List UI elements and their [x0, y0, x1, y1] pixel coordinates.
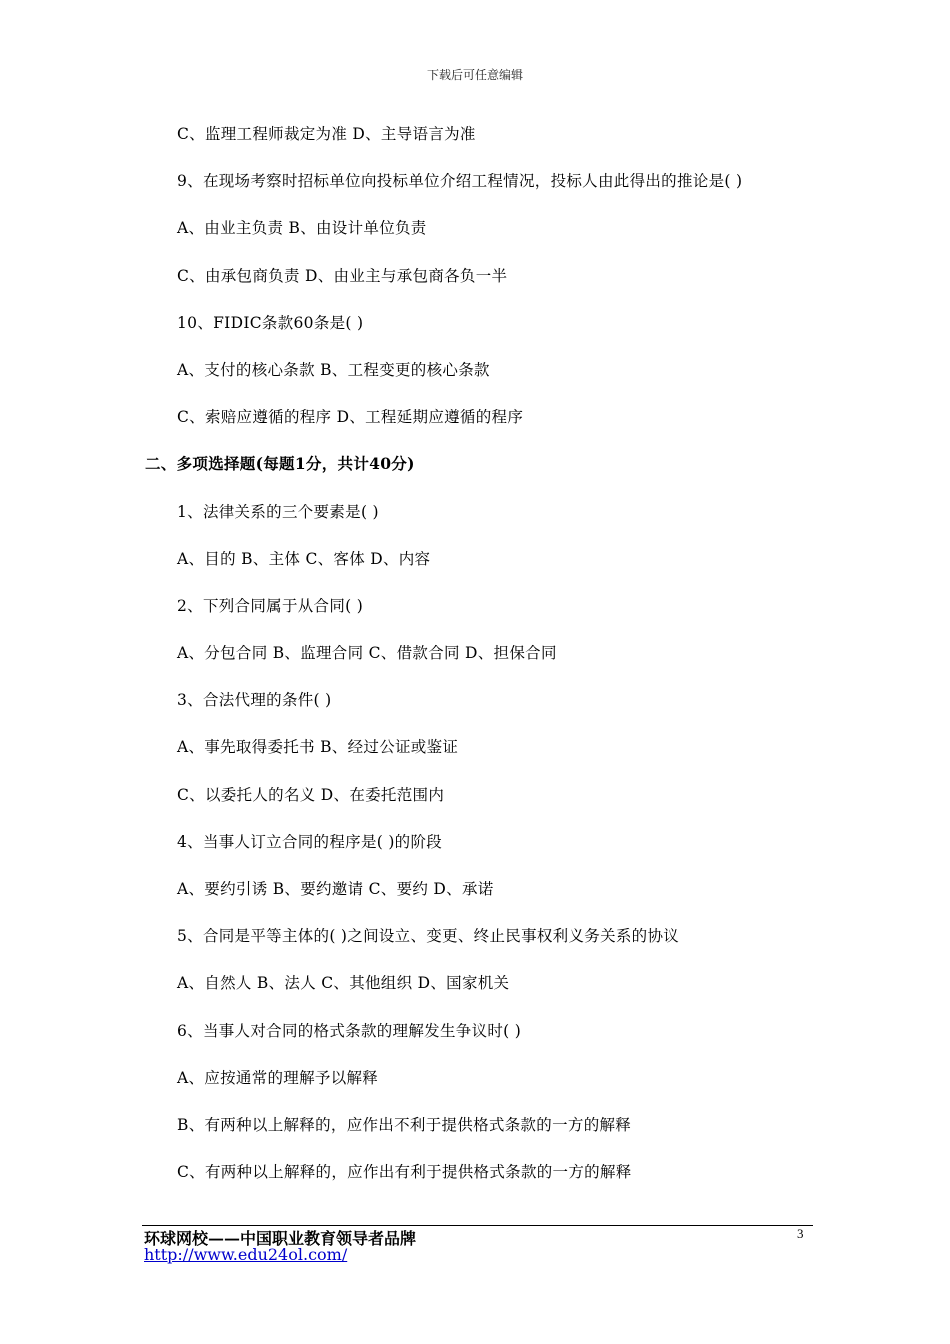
line-question: 3、合法代理的条件( ): [177, 691, 332, 710]
header-note: 下载后可任意编辑: [426, 68, 523, 82]
line-question: 6、当事人对合同的格式条款的理解发生争议时( ): [177, 1021, 522, 1040]
line-question: 2、下列合同属于从合同( ): [177, 596, 364, 615]
line-option: C、有两种以上解释的，应作出有利于提供格式条款的一方的解释: [177, 1163, 632, 1182]
line-option: A、应按通常的理解予以解释: [177, 1068, 379, 1087]
line-question: 4、当事人订立合同的程序是( )的阶段: [177, 832, 443, 851]
line-option: C、由承包商负责 D、由业主与承包商各负一半: [177, 266, 508, 285]
footer-brand: 环球网校——中国职业教育领导者品牌: [144, 1229, 417, 1248]
document-body: [0, 118, 950, 1203]
line-option: A、分包合同 B、监理合同 C、借款合同 D、担保合同: [177, 644, 557, 663]
line-option: A、由业主负责 B、由设计单位负责: [177, 219, 427, 238]
line-option: C、监理工程师裁定为准 D、主导语言为准: [177, 125, 476, 143]
line-option: A、事先取得委托书 B、经过公证或鉴证: [177, 738, 459, 757]
line-option: A、支付的核心条款 B、工程变更的核心条款: [177, 360, 490, 379]
line-question: 9、在现场考察时招标单位向投标单位介绍工程情况，投标人由此得出的推论是( ): [177, 172, 743, 191]
line-question: 1、法律关系的三个要素是( ): [177, 502, 379, 521]
line-question: 5、合同是平等主体的( )之间设立、变更、终止民事权利义务关系的协议: [177, 927, 680, 946]
line-option: A、要约引诱 B、要约邀请 C、要约 D、承诺: [177, 880, 494, 898]
line-option: B、有两种以上解释的，应作出不利于提供格式条款的一方的解释: [177, 1115, 632, 1134]
footer-link[interactable]: http://www.edu24ol.com/: [144, 1245, 348, 1264]
line-option: C、以委托人的名义 D、在委托范围内: [177, 785, 445, 804]
line-option: A、目的 B、主体 C、客体 D、内容: [177, 549, 431, 568]
page-number: 3: [797, 1226, 804, 1241]
line-option: A、自然人 B、法人 C、其他组织 D、国家机关: [177, 974, 510, 993]
line-question: 10、FIDIC条款60条是( ): [177, 313, 364, 332]
line-option: C、索赔应遵循的程序 D、工程延期应遵循的程序: [177, 408, 524, 427]
section-heading: 二、多项选择题(每题1分，共计40分): [145, 454, 415, 474]
